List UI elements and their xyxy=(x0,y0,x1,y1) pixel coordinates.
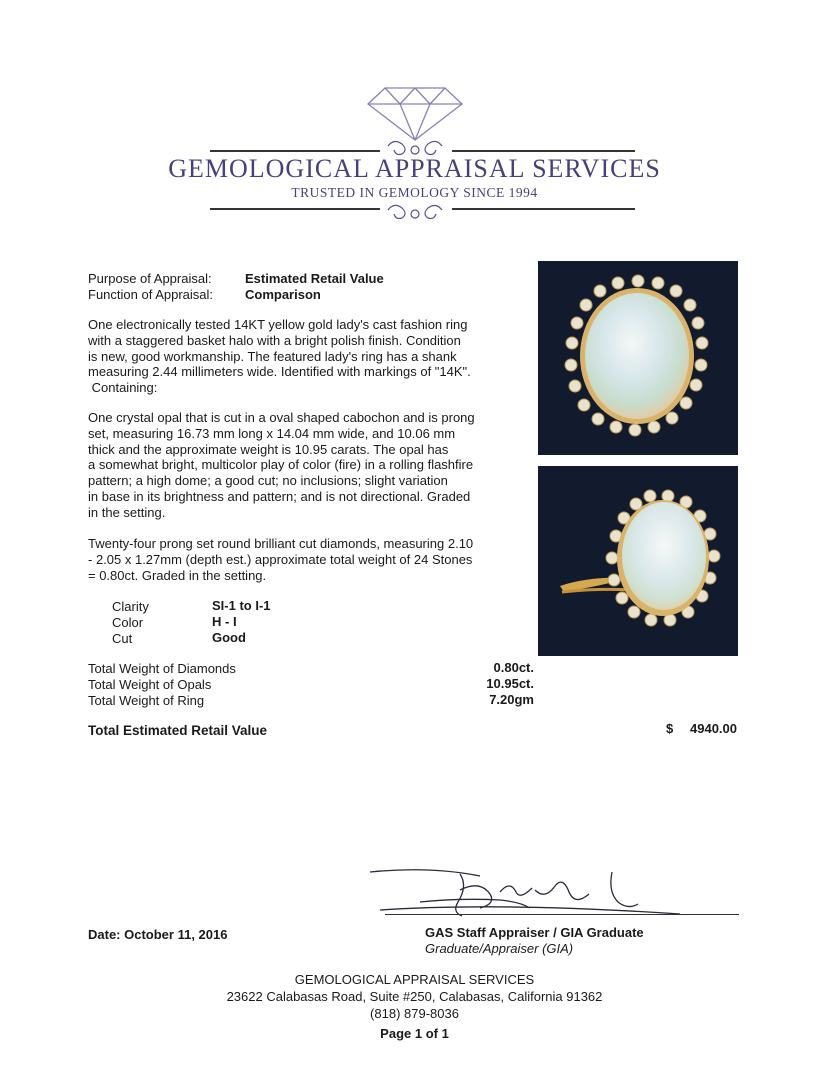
purpose-label: Purpose of Appraisal: xyxy=(88,271,212,286)
opal-description-line: pattern; a high dome; a good cut; no inclusions; slight variation xyxy=(88,473,448,489)
opal-description-line: in the setting. xyxy=(88,504,166,520)
total-value: 4940.00 xyxy=(690,721,737,736)
ring-photo-top xyxy=(538,261,738,455)
header-rule-bottom-right xyxy=(452,208,635,210)
cut-label: Cut xyxy=(112,631,133,646)
opal-description-line: One crystal opal that is cut in a oval shaped cabochon and is prong xyxy=(88,410,475,425)
appraisal-date: Date: October 11, 2016 xyxy=(88,927,228,942)
ring-photo-side xyxy=(538,466,738,656)
brand-tagline: TRUSTED IN GEMOLOGY SINCE 1994 xyxy=(291,185,538,200)
appraiser-subtitle: Graduate/Appraiser (GIA) xyxy=(425,941,574,956)
signature-line xyxy=(385,914,739,915)
opal-description-line: in base in its brightness and pattern; and is not directional. Graded xyxy=(88,488,471,504)
footer-phone: (818) 879-8036 xyxy=(370,1006,459,1021)
opal-description-line: set, measuring 16.73 mm long x 14.04 mm wide, and 10.06 mm xyxy=(88,425,456,441)
appraiser-title: GAS Staff Appraiser / GIA Graduate xyxy=(425,925,644,940)
ring-weight-label: Total Weight of Ring xyxy=(88,693,205,708)
opal-description-line: thick and the approximate weight is 10.95 carats. The opal has xyxy=(88,441,449,457)
clarity-label: Clarity xyxy=(112,599,149,614)
opal-weight-label: Total Weight of Opals xyxy=(88,677,212,692)
color-label: Color xyxy=(112,615,144,630)
ring-description xyxy=(88,317,498,396)
clarity-value: SI-1 to I-1 xyxy=(212,598,271,613)
footer-address: 23622 Calabasas Road, Suite #250, Calabasas, California 91362 xyxy=(226,989,603,1004)
page-number: Page 1 of 1 xyxy=(380,1026,449,1041)
ring-description-line: with a staggered basket halo with a bright polish finish. Condition xyxy=(88,332,461,348)
diamond-weight-label: Total Weight of Diamonds xyxy=(88,661,236,676)
ring-description-line: is new, good workmanship. The featured lady's ring has a shank xyxy=(88,348,457,364)
diamond-description xyxy=(88,536,498,583)
header-rule-bottom-left xyxy=(210,208,380,210)
color-value: H - I xyxy=(212,614,237,629)
header-rule-top-right xyxy=(452,150,635,152)
ring-description-line: Containing: xyxy=(88,380,158,396)
header-rule-top-left xyxy=(210,150,380,152)
function-label: Function of Appraisal: xyxy=(88,287,214,302)
cut-value: Good xyxy=(212,630,246,645)
opal-description xyxy=(88,410,498,521)
brand-title: GEMOLOGICAL APPRAISAL SERVICES xyxy=(168,154,661,183)
function-value: Comparison xyxy=(245,287,321,302)
total-value-label: Total Estimated Retail Value xyxy=(88,723,268,738)
appraiser-signature-icon xyxy=(360,862,690,922)
diamond-weight-value: 0.80ct. xyxy=(493,660,534,675)
opal-description-line: a somewhat bright, multicolor play of color (fire) in a rolling flashfire xyxy=(88,457,474,473)
diamond-description-line: Twenty-four prong set round brilliant cut diamonds, measuring 2.10 xyxy=(88,536,474,551)
opal-weight-value: 10.95ct. xyxy=(486,676,534,691)
ring-weight-value: 7.20gm xyxy=(489,692,534,707)
purpose-value: Estimated Retail Value xyxy=(245,271,384,286)
ring-description-line: One electronically tested 14KT yellow gold lady's cast fashion ring xyxy=(88,317,468,332)
ring-description-line: measuring 2.44 millimeters wide. Identified with markings of "14K". xyxy=(88,364,471,380)
diamond-description-line: = 0.80ct. Graded in the setting. xyxy=(88,567,267,583)
total-currency: $ xyxy=(666,721,674,736)
footer-company: GEMOLOGICAL APPRAISAL SERVICES xyxy=(294,972,535,987)
diamond-description-line: - 2.05 x 1.27mm (depth est.) approximate total weight of 24 Stones xyxy=(88,551,473,567)
